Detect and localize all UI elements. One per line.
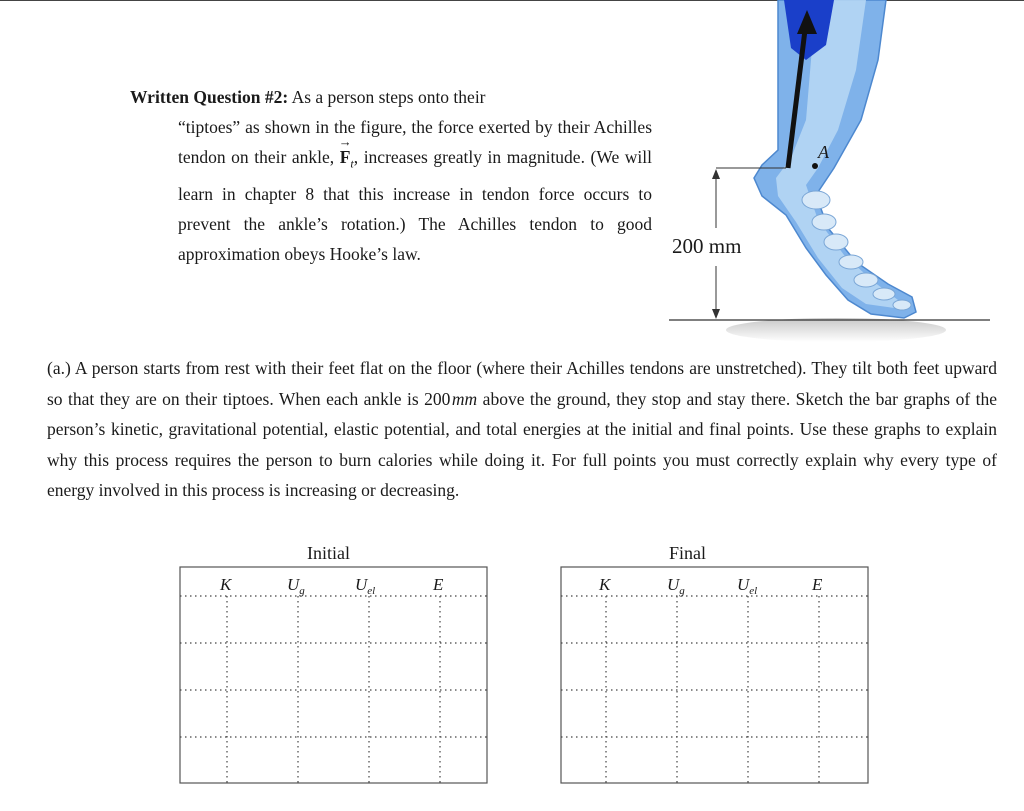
question-text-after-vector: , increases greatly in magnitude. (We will learn in chapter 8 that this increase in tendon force occurs to prevent the ankle’s rotation.) The Achilles tendon to good approximation obeys Hooke’s law. [178,147,652,264]
final-label-ug: $U_g$ [667,575,685,597]
force-vector-symbol: → $F_t$ [340,142,354,179]
part-a-prompt [47,353,997,506]
written-question [130,82,652,269]
final-label-e: E [812,575,823,594]
question-label: Written Question #2: [130,87,289,107]
initial-label-k: K [220,575,232,594]
question-line-1 [130,82,652,112]
floor-shadow [726,318,946,342]
initial-graph-frame [180,567,487,783]
ankle-point [812,163,818,169]
final-label-uel: $U_{el}$ [737,575,758,597]
question-line1-text: As a person steps onto their [291,87,486,107]
final-bar-graph [559,565,871,785]
initial-label-uel: $U_{el}$ [355,575,376,597]
dimension-arrowhead-down [712,309,720,319]
part-a-text-1: (a.) A person starts from rest with their feet flat on the floor (where their Achilles tendons are unstretched). They tilt both feet upward so that they are on their tiptoes. When each ankle is 200 [47,358,997,409]
final-chart-title: Final [669,543,707,563]
question-body [130,112,652,269]
question-text-before-vector: “tiptoes” as shown in the figure, the force exerted by their Achilles tendon on their ankle, [178,117,652,167]
dimension-arrowhead-up [712,169,720,179]
final-grid-lines [561,596,869,783]
final-label-k: K [599,575,611,594]
ankle-point-label: A [818,142,829,162]
part-a-text-2: above the ground, they stop and stay there. Sketch the bar graphs of the person’s kinetic, gravitational potential, elastic potential, and total energies at the initial and final points. Use these graphs to explain why this process requires the person to burn calories while doing it. For full points you must correctly explain why every type of energy involved in this process is increasing or decreasing. [47,388,997,500]
initial-label-ug: $U_g$ [287,575,305,597]
tiptoe-foot-figure [666,0,996,345]
initial-grid-lines [180,596,488,783]
initial-label-e: E [433,575,444,594]
height-label: 200 mm [672,234,742,258]
initial-bar-graph [178,565,490,785]
initial-chart-title: Initial [307,543,350,563]
part-a-unit: mm [451,388,478,409]
final-graph-frame [561,567,868,783]
